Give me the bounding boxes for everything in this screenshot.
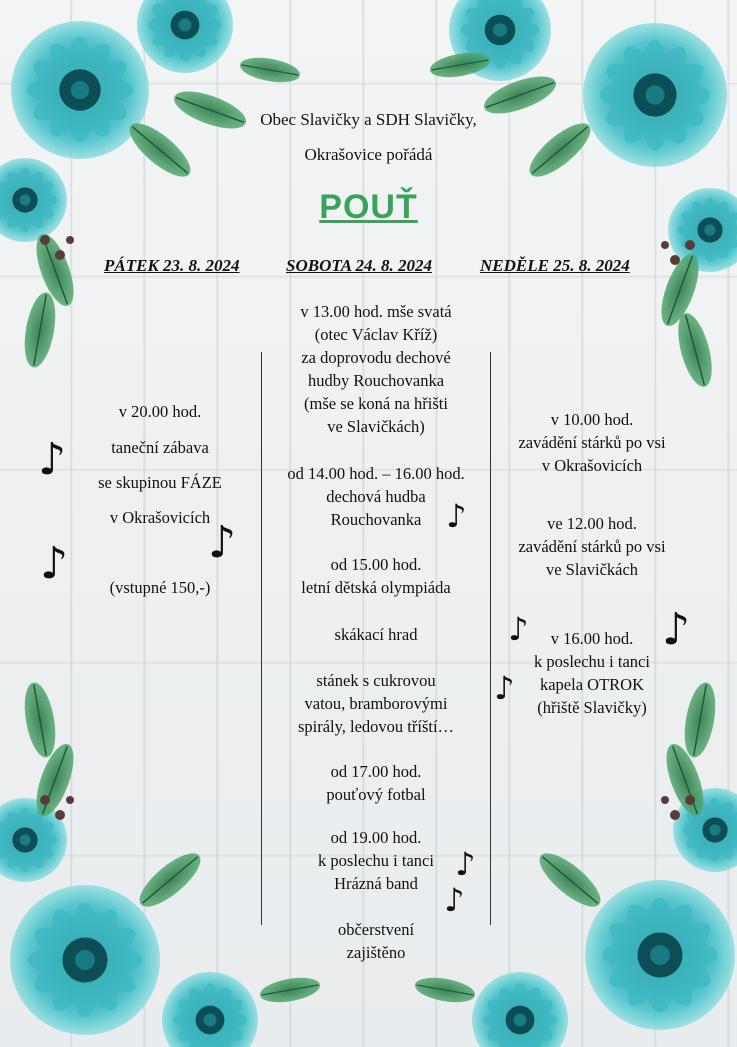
day-heading-sunday: NEDĚLE 25. 8. 2024 bbox=[480, 256, 630, 275]
flower-icon bbox=[10, 885, 160, 1035]
saturday-mass: v 13.00 hod. mše svatá (otec Václav Kříž) za doprovodu dechové hudby Rouchovanka (mše se koná na hřišti ve Slavičkách) bbox=[300, 302, 452, 436]
sunday-second: ve 12.00 hod. zavádění stárků po vsi ve Slavičkách bbox=[518, 514, 666, 579]
friday-place: v Okrašovicích bbox=[109, 508, 211, 527]
flower-icon bbox=[11, 21, 149, 159]
music-note-icon: ♪ bbox=[494, 669, 515, 707]
friday-fee: (vstupné 150,-) bbox=[109, 578, 211, 597]
friday-event: taneční zábava bbox=[111, 438, 209, 457]
organizer-subline: Okrašovice pořádá bbox=[304, 145, 433, 164]
sunday-first: v 10.00 hod. zavádění stárků po vsi v Okrašovicích bbox=[518, 410, 666, 475]
music-note-icon: ♪ bbox=[40, 538, 69, 589]
music-note-icon: ♪ bbox=[662, 604, 691, 655]
event-title: POUŤ bbox=[319, 188, 418, 226]
saturday-brass: od 14.00 hod. – 16.00 hod. dechová hudba Rouchovanka bbox=[287, 464, 465, 529]
music-note-icon: ♪ bbox=[444, 881, 465, 919]
flower-icon bbox=[472, 972, 568, 1047]
saturday-stand: stánek s cukrovou vatou, bramborovými spirály, ledovou tříští… bbox=[297, 671, 455, 736]
saturday-football: od 17.00 hod. pouťový fotbal bbox=[326, 762, 426, 804]
flower-icon bbox=[585, 880, 735, 1030]
day-heading-friday: PÁTEK 23. 8. 2024 bbox=[104, 256, 240, 275]
saturday-refreshments: občerstvení zajištěno bbox=[337, 920, 415, 962]
flower-icon bbox=[673, 788, 737, 872]
friday-time: v 20.00 hod. bbox=[118, 402, 202, 421]
day-heading-saturday: SOBOTA 24. 8. 2024 bbox=[286, 256, 432, 275]
flower-icon bbox=[449, 0, 551, 81]
music-note-icon: ♪ bbox=[446, 497, 467, 535]
flower-icon bbox=[137, 0, 233, 73]
saturday-olympics: od 15.00 hod. letní dětská olympiáda bbox=[301, 555, 451, 597]
friday-band: se skupinou FÁZE bbox=[98, 473, 222, 492]
music-note-icon: ♪ bbox=[508, 610, 529, 648]
music-note-icon: ♪ bbox=[455, 845, 476, 883]
music-note-icon: ♪ bbox=[38, 434, 67, 485]
flower-icon bbox=[0, 798, 67, 882]
music-note-icon: ♪ bbox=[208, 517, 237, 568]
sunday-third: v 16.00 hod. k poslechu i tanci kapela OTROK (hřiště Slavičky) bbox=[534, 629, 650, 717]
flower-icon bbox=[162, 972, 258, 1047]
organizer-line: Obec Slavičky a SDH Slavičky, bbox=[260, 110, 477, 129]
column-divider bbox=[490, 352, 491, 925]
saturday-castle: skákací hrad bbox=[334, 625, 418, 644]
saturday-evening: od 19.00 hod. k poslechu i tanci Hrázná band bbox=[318, 828, 434, 893]
